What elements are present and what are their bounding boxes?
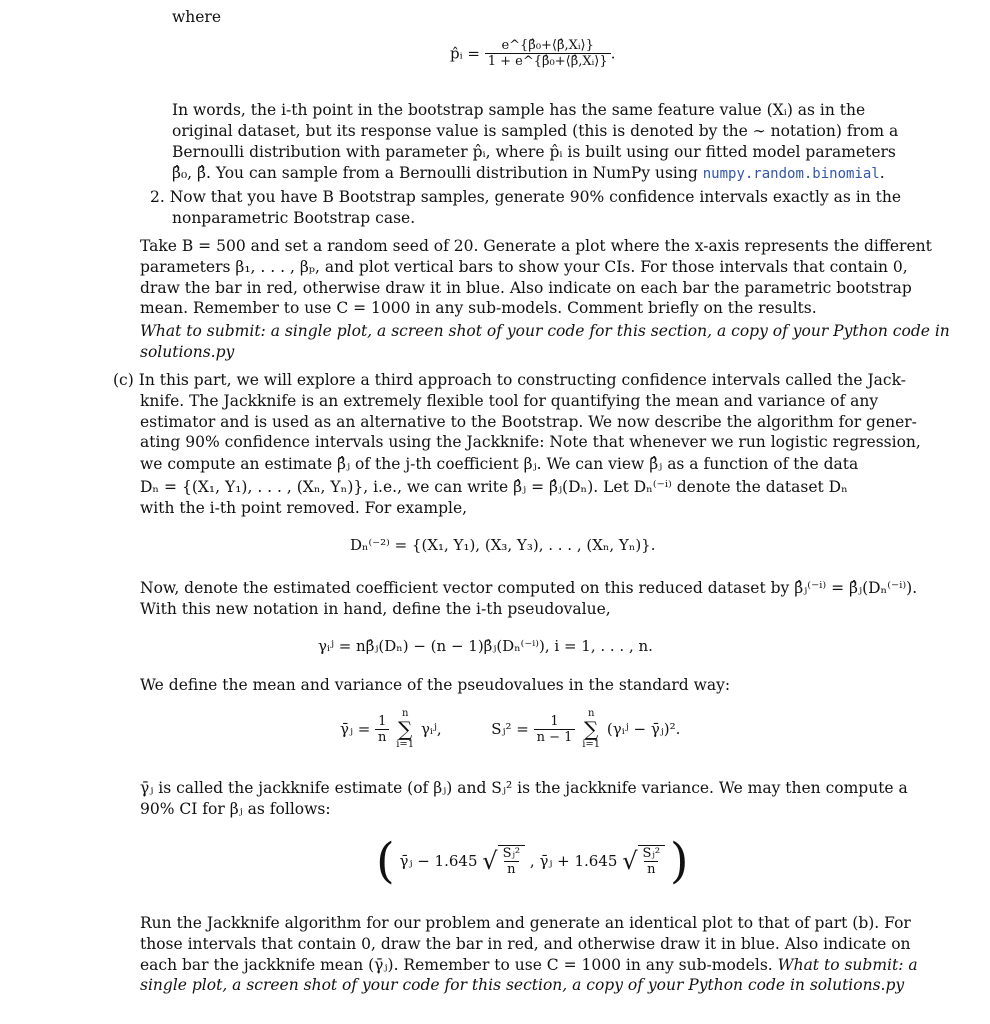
eq-n: n: [375, 729, 389, 745]
para-run-3: [140, 955, 918, 975]
para-words-4: β̂₀, β̂. You can sample from a Bernoulli distribution in NumPy using numpy.random.binomial.: [172, 164, 885, 182]
submit-b-2: solutions.py: [140, 343, 235, 361]
eq-gbar: γ̄ⱼ =: [340, 720, 371, 738]
eq-sum-top: n: [401, 708, 409, 719]
eq-one-over-n: [375, 714, 389, 745]
para-run-3-text: each bar the jackknife mean (γ̄ⱼ). Remember to use C = 1000 in any sub-models.: [140, 956, 773, 974]
eq-sqrt-2: [638, 845, 666, 877]
list-item-2-line-1: 2. Now that you have B Bootstrap samples, generate 90% confidence intervals exactly as in the: [150, 188, 901, 206]
eq-sqrt-1: [498, 845, 526, 877]
eq-denominator: 1 + e^{β̂₀+⟨β̂,Xᵢ⟩}: [485, 53, 611, 69]
eq-sum-1: [396, 708, 414, 750]
eq-sum-top-2: n: [587, 708, 595, 719]
eq-numerator: e^{β̂₀+⟨β̂,Xᵢ⟩}: [501, 38, 594, 53]
para-run-2: those intervals that contain 0, draw the bar in red, and otherwise draw it in blue. Also indicate on: [140, 935, 911, 953]
para-take-3: draw the bar in red, otherwise draw it in blue. Also indicate on each bar the parametric bootstrap: [140, 279, 912, 297]
eq-fraction: [485, 38, 611, 69]
equation-mean-variance: [340, 708, 680, 760]
para-now-1: Now, denote the estimated coefficient vector computed on this reduced dataset by β̂ⱼ⁽⁻ⁱ⁾ = β̂ⱼ(Dₙ⁽⁻ⁱ⁾).: [140, 579, 918, 597]
para-run-1: Run the Jackknife algorithm for our problem and generate an identical plot to that of part (b). For: [140, 914, 911, 932]
para-define: We define the mean and variance of the pseudovalues in the standard way:: [140, 676, 731, 694]
eq-one-2: 1: [550, 713, 559, 729]
equation-ci: ( γ̄ⱼ − 1.645 √ $\frac{\text{Sⱼ²}}{n}$ , γ̄ⱼ + 1.645 √ $\frac{\text{Sⱼ²}}{n}$ ): [376, 833, 689, 889]
text-where: where: [172, 8, 222, 26]
para-gbar-2: 90% CI for βⱼ as follows:: [140, 800, 331, 818]
para-take-4: mean. Remember to use C = 1000 in any sub-models. Comment briefly on the results.: [140, 299, 817, 317]
para-c-4: ating 90% confidence intervals using the Jackknife: Note that whenever we run logistic regression,: [140, 433, 921, 451]
code-numpy-binomial: numpy.random.binomial: [702, 166, 880, 182]
eq-sum-2: [582, 708, 600, 750]
eq-one-over-n-minus-1: [534, 714, 576, 745]
eq-lhs: p̂ᵢ =: [450, 44, 480, 63]
para-run-4: single plot, a screen shot of your code for this section, a copy of your Python code in solutions.py: [140, 976, 905, 994]
eq-s2: Sⱼ² =: [491, 720, 529, 738]
eq-ci-n: n: [504, 861, 518, 877]
para-c-3: estimator and is used as an alternative to the Bootstrap. We now describe the algorithm for gener-: [140, 413, 917, 431]
para-words-1: In words, the i-th point in the bootstrap sample has the same feature value (Xᵢ) as in the: [172, 101, 866, 119]
eq-ci-n-2: n: [644, 861, 658, 877]
para-c-6: Dₙ = {(X₁, Y₁), . . . , (Xₙ, Yₙ)}, i.e., we can write β̂ⱼ = β̂ⱼ(Dₙ). Let Dₙ⁽⁻ⁱ⁾ denote the dataset Dₙ: [140, 478, 848, 496]
para-take-2: parameters β₁, . . . , βₚ, and plot vertical bars to show your CIs. For those intervals that contain 0,: [140, 258, 908, 276]
submit-c-start: What to submit: a: [777, 956, 918, 974]
submit-b-1: What to submit: a single plot, a screen shot of your code for this section, a copy of your Python code in: [140, 322, 950, 340]
equation-p-hat: p̂ᵢ = $\frac{\text{e\textasciicircum{}\{β̂₀+⟨β̂,Xᵢ⟩\}}}{\text{1 + e\textasciicircum{}\{β̂₀+⟨β̂,Xᵢ⟩\}}}$ .: [450, 38, 616, 69]
para-c-5: we compute an estimate β̂ⱼ of the j-th coefficient βⱼ. We can view β̂ⱼ as a function of the data: [140, 455, 859, 473]
para-c-2: knife. The Jackknife is an extremely flexible tool for quantifying the mean and variance of any: [140, 392, 879, 410]
equation-dn-minus-2: Dₙ⁽⁻²⁾ = {(X₁, Y₁), (X₃, Y₃), . . . , (Xₙ, Yₙ)}.: [350, 536, 656, 554]
para-c-7: with the i-th point removed. For example,: [140, 499, 468, 517]
eq-left-paren: (: [376, 833, 395, 889]
eq-one: 1: [378, 713, 387, 729]
eq-term: γᵢʲ,: [420, 720, 442, 738]
eq-ci-mid: , γ̄ⱼ + 1.645: [529, 852, 618, 870]
eq-term-2: (γᵢʲ − γ̄ⱼ)².: [606, 720, 681, 738]
eq-ci-s2: Sⱼ²: [502, 846, 521, 861]
para-take-1: Take B = 500 and set a random seed of 20. Generate a plot where the x-axis represents the different: [140, 237, 932, 255]
list-item-2-line-2: nonparametric Bootstrap case.: [172, 209, 416, 227]
eq-sum-bottom: i=1: [396, 739, 415, 750]
equation-pseudovalue: γᵢʲ = nβ̂ⱼ(Dₙ) − (n − 1)β̂ⱼ(Dₙ⁽⁻ⁱ⁾), i = 1, . . . , n.: [318, 637, 653, 655]
para-c-1: (c) In this part, we will explore a third approach to constructing confidence intervals called the Jack-: [113, 371, 906, 389]
para-now-2: With this new notation in hand, define the i-th pseudovalue,: [140, 600, 611, 618]
eq-sum-bottom-2: i=1: [582, 739, 601, 750]
eq-n-minus-1: n − 1: [534, 729, 576, 745]
para-words-4-text: β̂₀, β̂. You can sample from a Bernoulli distribution in NumPy using: [172, 164, 698, 182]
para-words-3: Bernoulli distribution with parameter p̂ᵢ, where p̂ᵢ is built using our fitted model parameters: [172, 143, 896, 161]
para-gbar-1: γ̄ⱼ is called the jackknife estimate (of βⱼ) and Sⱼ² is the jackknife variance. We may then compute a: [140, 779, 908, 797]
eq-ci-s2-2: Sⱼ²: [642, 846, 661, 861]
para-words-2: original dataset, but its response value is sampled (this is denoted by the ∼ notation) from a: [172, 122, 899, 140]
eq-sum-sign: ∑: [398, 717, 413, 741]
eq-ci-left: γ̄ⱼ − 1.645: [399, 852, 478, 870]
eq-right-paren: ): [669, 833, 689, 889]
eq-sum-sign-2: ∑: [584, 717, 599, 741]
